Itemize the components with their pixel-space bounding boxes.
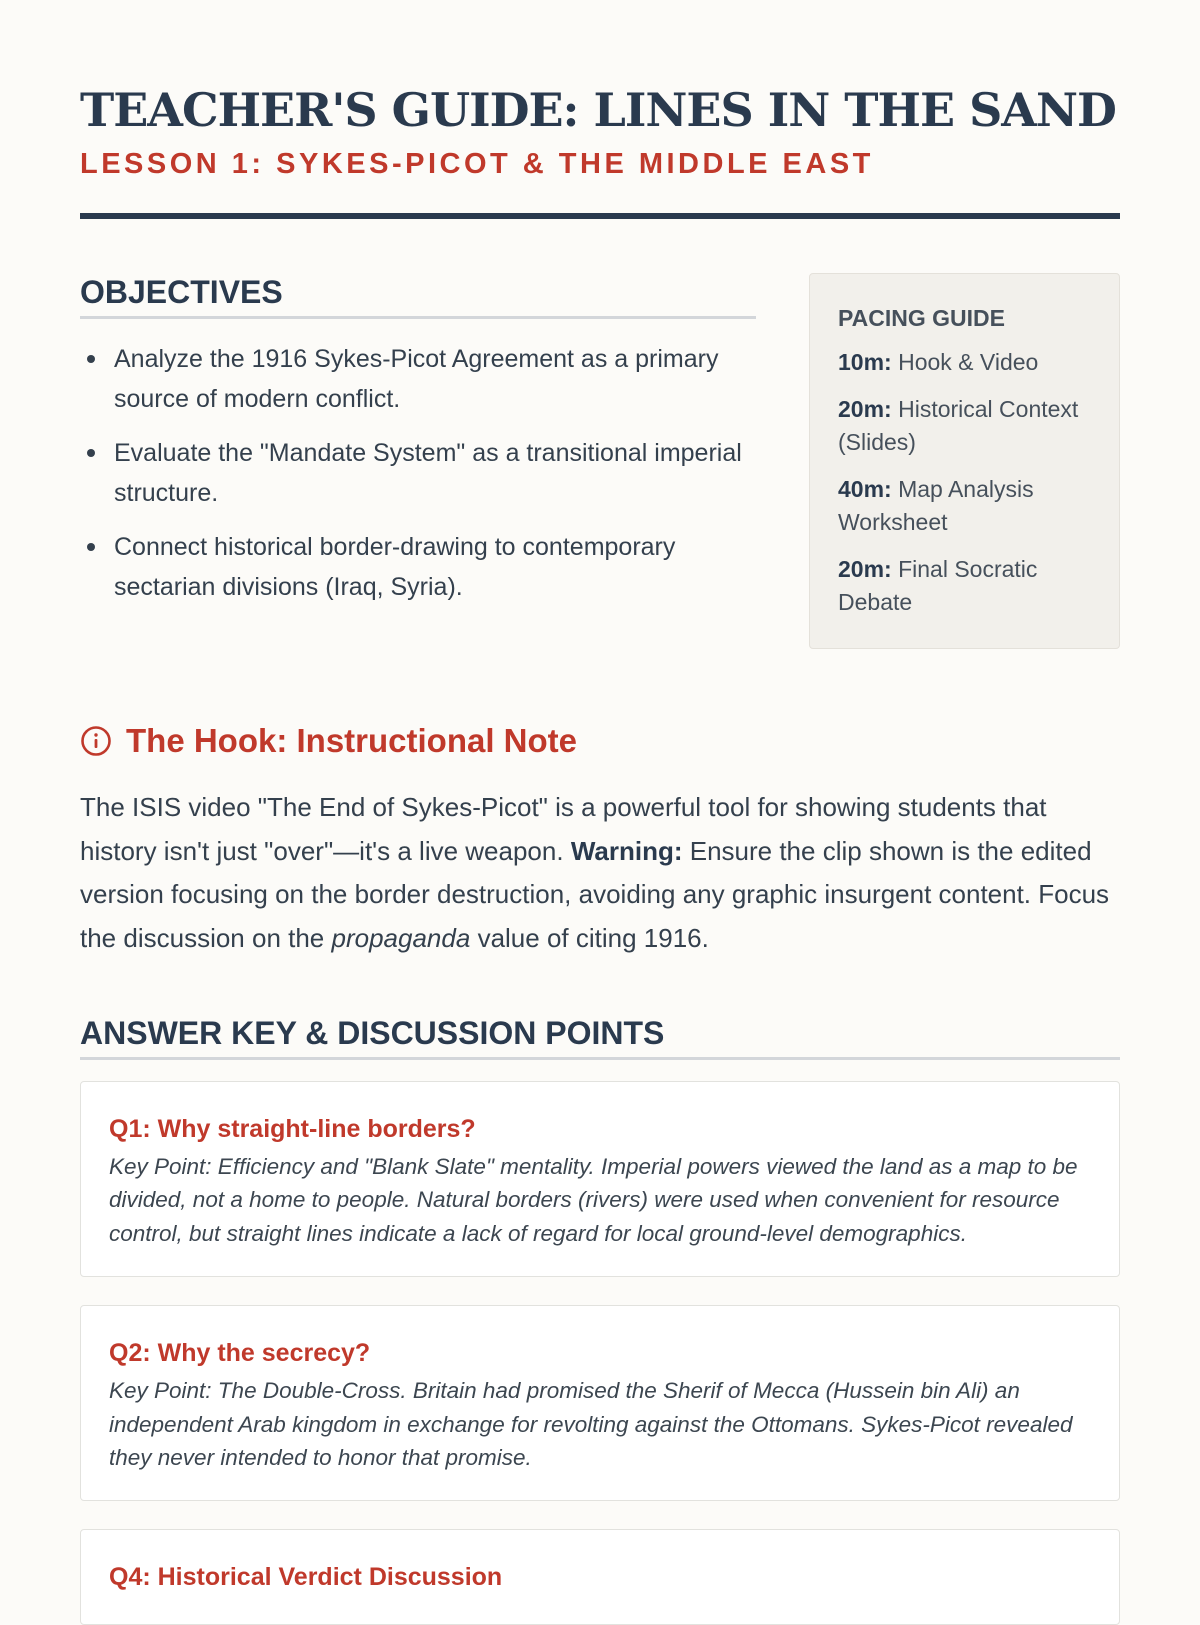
answer-text: Key Point: The Double-Cross. Britain had promised the Sherif of Mecca (Hussein bin Ali) an independent Arab kingdom in exchange for revolting against the Ottomans. Sykes-Picot revealed they never intended to honor that promise. [109,1378,1073,1471]
pacing-time: 10m: [838,349,892,375]
pacing-item [838,553,1099,619]
pacing-activity: Final Socratic Debate [838,556,1038,615]
objective-text: Evaluate the "Mandate System" as a transitional imperial structure. [114,439,742,507]
objectives-list [80,339,756,607]
objective-text: Connect historical border-drawing to contemporary sectarian divisions (Iraq, Syria). [114,533,676,601]
pacing-activity: Historical Context (Slides) [838,396,1079,455]
objective-item [80,527,756,607]
pacing-activity: Hook & Video [898,349,1039,375]
question-card [80,1529,1120,1625]
lesson-subtitle: LESSON 1: SYKES-PICOT & THE MIDDLE EAST [80,148,874,180]
info-icon [80,725,112,757]
pacing-item [838,346,1099,379]
bullet-icon [87,355,95,363]
question-title: Q2: Why the secrecy? [109,1339,371,1368]
hook-text-part: value of citing 1916. [477,922,709,953]
question-title: Q4: Historical Verdict Discussion [109,1563,503,1592]
question-card [80,1305,1120,1501]
hook-text-part: Ensure the clip shown is the edited version focusing on the border destruction, avoiding any graphic insurgent content. Focus the discussion on the [80,835,1110,953]
objective-item [80,433,756,513]
pacing-time: 40m: [838,476,892,502]
pacing-guide-title: PACING GUIDE [838,305,1005,331]
question-title: Q1: Why straight-line borders? [109,1115,476,1143]
pacing-activity: Map Analysis Worksheet [838,476,1034,535]
page-title: TEACHER'S GUIDE: LINES IN THE SAND [80,83,1116,137]
question-card [80,1081,1120,1277]
pacing-item [838,393,1099,459]
hook-note [80,786,1120,960]
objective-text: Analyze the 1916 Sykes-Picot Agreement as a primary source of modern conflict. [114,345,719,413]
answer-text: Key Point: Efficiency and "Blank Slate" mentality. Imperial powers viewed the land as a map to be divided, not a home to people. Natural borders (rivers) were used when convenient for resource control, but straight lines indicate a lack of regard for local ground-level demographics. [109,1154,1078,1246]
objective-item [80,339,756,419]
emphasis-text: propaganda [331,922,471,953]
pacing-guide-box [809,273,1120,649]
answer-key-heading: ANSWER KEY & DISCUSSION POINTS [80,1013,1120,1060]
hook-text-part: The ISIS video "The End of Sykes-Picot" is a powerful tool for showing students that history isn't just "over"—it's a live weapon. [80,792,1047,866]
hook-header [80,716,1120,766]
title-divider [80,213,1120,219]
objectives-section [80,272,756,621]
hook-section [80,716,1120,960]
warning-label: Warning: [570,835,683,866]
hook-title: The Hook: Instructional Note [126,722,578,759]
answer-key-section [80,1013,1120,1625]
bullet-icon [87,449,95,457]
pacing-time: 20m: [838,556,892,582]
pacing-time: 20m: [838,396,892,422]
objectives-heading: OBJECTIVES [80,272,756,319]
bullet-icon [87,543,95,551]
pacing-item [838,473,1099,539]
